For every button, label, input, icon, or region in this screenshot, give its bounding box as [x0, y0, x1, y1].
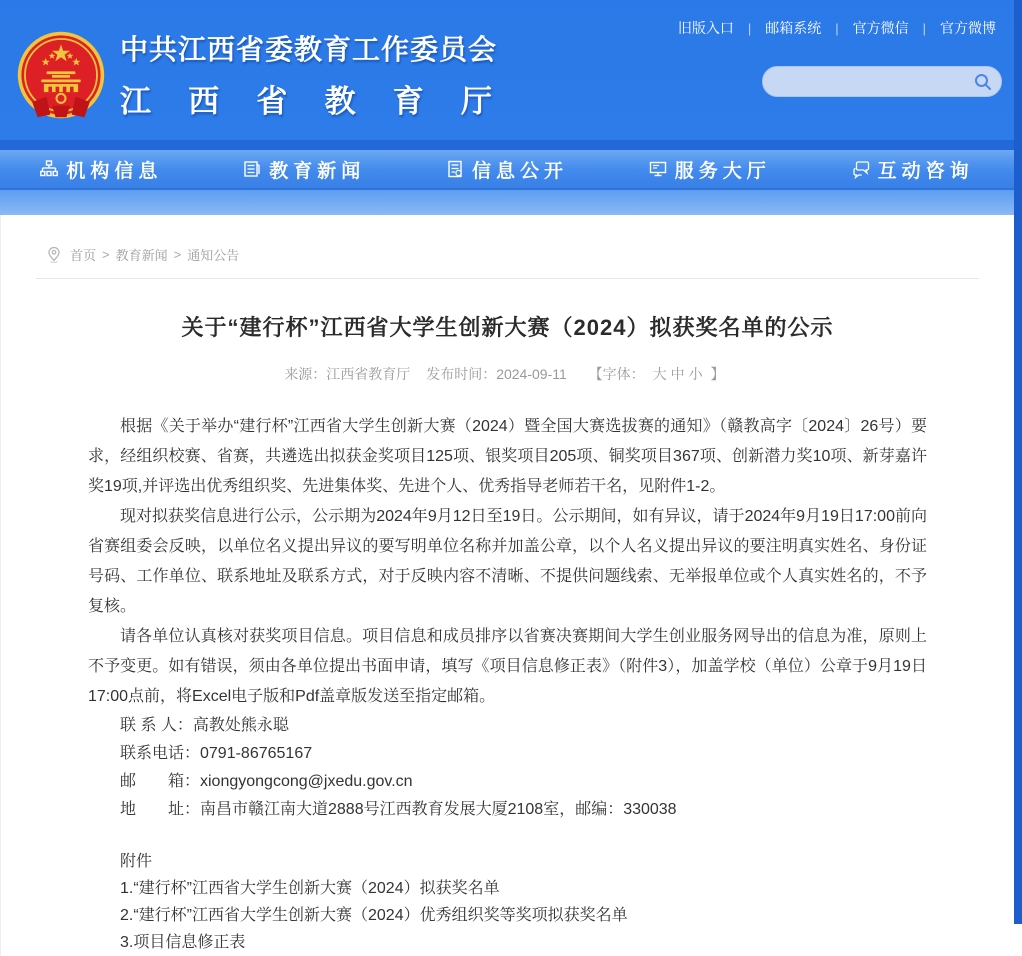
breadcrumb-home[interactable]: 首页 [70, 248, 97, 263]
topbar-separator: | [835, 21, 839, 36]
sitemap-icon [40, 160, 58, 178]
page-edge-strip [1014, 0, 1022, 924]
contact-person: 联 系 人：高教处熊永聪 [120, 717, 289, 734]
nav-label: 机构信息 [66, 160, 163, 182]
sub-nav-strip [0, 190, 1014, 215]
newspaper-icon [243, 160, 261, 178]
nav-item-org-info[interactable] [0, 150, 203, 188]
nav-item-info-disclosure[interactable] [406, 150, 609, 188]
nav-item-education-news[interactable] [203, 150, 406, 188]
article-publish-time: 发布时间：2024-09-11 [426, 366, 567, 382]
china-national-emblem-icon [16, 30, 106, 120]
attachment-link-1[interactable]: 1.“建行杯”江西省大学生创新大赛（2024）拟获奖名单 [120, 880, 500, 897]
site-titles [120, 28, 498, 121]
org-committee-title: 中共江西省委教育工作委员会 [120, 34, 498, 65]
nav-label: 服务大厅 [674, 160, 771, 182]
search-input[interactable] [777, 67, 973, 96]
topbar-link-mail-system[interactable]: 邮箱系统 [765, 20, 822, 36]
nav-label: 教育新闻 [269, 160, 366, 182]
font-size-small-button[interactable]: 小 [688, 366, 703, 382]
spacer [88, 824, 927, 848]
attachment-link-2[interactable]: 2.“建行杯”江西省大学生创新大赛（2024）优秀组织奖等奖项拟获奖名单 [120, 907, 628, 924]
breadcrumb-separator: > [173, 247, 182, 262]
nav-item-interactive-consult[interactable] [811, 150, 1014, 188]
font-size-suffix: 】 [710, 366, 725, 382]
topbar-link-official-weibo[interactable]: 官方微博 [940, 20, 996, 36]
font-size-medium-button[interactable]: 中 [670, 366, 685, 382]
monitor-icon [649, 160, 667, 178]
nav-label: 互动咨询 [877, 160, 974, 182]
paragraph: 根据《关于举办“建行杯”江西省大学生创新大赛（2024）暨全国大赛选拔赛的通知》（赣教高字〔2024〕26号）要求，经组织校赛、省赛，共遴选出拟获金奖项目125项、银奖项目205项、铜奖项目367项、创新潜力奖10项、新芽嘉许奖19项,并评选出优秀组织奖、先进集体奖、先进个人、优秀指导老师若干名，见附件1-2。 [88, 418, 927, 495]
font-size-large-button[interactable]: 大 [652, 366, 667, 382]
location-pin-icon [46, 246, 62, 264]
article-body [88, 412, 927, 956]
breadcrumb-divider [36, 278, 979, 279]
content-area [0, 215, 1014, 956]
breadcrumb [36, 215, 979, 278]
contact-email: 邮 箱：xiongyongcong@jxedu.gov.cn [120, 773, 413, 790]
font-size-control [583, 366, 731, 382]
site-header [0, 0, 1014, 140]
attachments-title: 附件 [120, 853, 153, 870]
contact-address: 地 址：南昌市赣江南大道2888号江西教育发展大厦2108室，邮编：330038 [120, 801, 677, 818]
article-meta [88, 364, 927, 384]
topbar-separator: | [922, 21, 926, 36]
topbar [678, 18, 996, 38]
article-title: 关于“建行杯”江西省大学生创新大赛（2024）拟获奖名单的公示 [181, 315, 834, 340]
header-bottom-band [0, 140, 1014, 150]
topbar-link-official-wechat[interactable]: 官方微信 [852, 20, 909, 36]
breadcrumb-separator: > [102, 247, 110, 262]
breadcrumb-notices[interactable]: 通知公告 [187, 248, 240, 263]
breadcrumb-education-news[interactable]: 教育新闻 [115, 248, 168, 263]
main-nav [0, 150, 1014, 190]
topbar-separator: | [747, 21, 752, 36]
article [36, 311, 979, 956]
attachment-link-3[interactable]: 3.项目信息修正表 [120, 934, 246, 951]
chat-icon [852, 160, 870, 178]
contact-phone: 联系电话：0791-86765167 [120, 745, 313, 762]
site-logo-home-link[interactable] [16, 28, 498, 121]
font-size-prefix: 【字体： [588, 366, 645, 382]
paragraph: 现对拟获奖信息进行公示，公示期为2024年9月12日至19日。公示期间，如有异议，请于2024年9月19日17:00前向省赛组委会反映，以单位名义提出异议的要写明单位名称并加盖公章，以个人名义提出异议的要注明真实姓名、身份证号码、工作单位、联系地址及联系方式，对于反映内容不清晰、不提供问题线索、无举报单位或个人真实姓名的，不予复核。 [88, 508, 927, 615]
topbar-link-old-version[interactable]: 旧版入口 [677, 20, 734, 36]
search-box[interactable] [762, 66, 1002, 97]
search-icon[interactable] [973, 72, 993, 92]
department-title: 江西省教育厅 [120, 84, 492, 119]
nav-label: 信息公开 [471, 160, 568, 182]
paragraph: 请各单位认真核对获奖项目信息。项目信息和成员排序以省赛决赛期间大学生创业服务网导出的信息为准，原则上不予变更。如有错误，须由各单位提出书面申请，填写《项目信息修正表》（附件3），加盖学校（单位）公章于9月19日17:00点前，将Excel电子版和Pdf盖章版发送至指定邮箱。 [88, 628, 927, 705]
nav-item-service-hall[interactable] [608, 150, 811, 188]
article-source: 来源：江西省教育厅 [284, 366, 411, 382]
document-icon [446, 160, 464, 178]
